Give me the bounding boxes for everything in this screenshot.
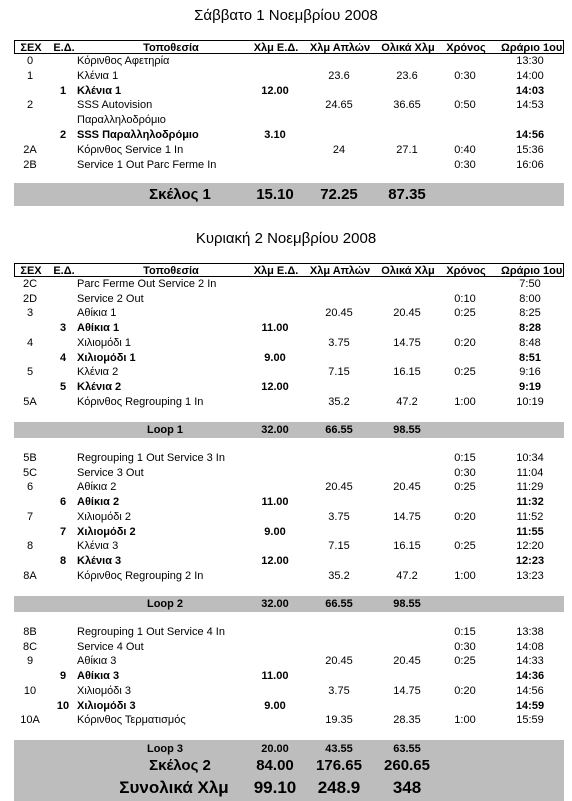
grand-total-label: Συνολικά Χλμ — [119, 778, 229, 797]
day1-title: Σάββατο 1 Νοεμβρίου 2008 — [194, 7, 378, 24]
cell-ap: 3.75 — [328, 684, 350, 697]
table-row — [14, 640, 564, 654]
header-sex: ΣΕΧ — [20, 42, 42, 54]
cell-sex: 8A — [23, 569, 37, 582]
cell-ss: 9.00 — [264, 699, 286, 712]
cell-ss: 11.00 — [261, 496, 289, 509]
table-row — [14, 292, 564, 306]
cell-ss: 12.00 — [261, 380, 289, 393]
loop2-label: Loop 2 — [146, 598, 184, 610]
cell-time: 0:30 — [454, 69, 476, 82]
header-ed: Ε.Δ. — [53, 265, 75, 277]
cell-sch: 13:30 — [516, 55, 544, 67]
table-row — [14, 480, 564, 494]
cell-tot: 20.45 — [393, 481, 421, 494]
header-total-km: Ολικά Χλμ — [381, 42, 435, 54]
loop3-liaison-km: 43.55 — [325, 743, 353, 755]
table-row — [14, 684, 564, 698]
cell-sch: 11:55 — [516, 525, 544, 538]
cell-ed: 2 — [59, 129, 67, 141]
cell-sex: 9 — [26, 655, 34, 668]
cell-loc: Χιλιομόδι 2 — [77, 510, 132, 523]
cell-ed: 8 — [59, 554, 67, 567]
cell-sex: 4 — [26, 336, 34, 349]
cell-time: 1:00 — [454, 395, 476, 408]
cell-sex: 10 — [23, 684, 37, 697]
cell-loc: Service 3 Out — [77, 466, 144, 479]
loop2-stage-km: 32.00 — [261, 598, 289, 610]
header-stage-km: Χλμ Ε.Δ. — [253, 265, 299, 277]
cell-tot: 23.6 — [396, 69, 418, 82]
day2-title: Κυριακή 2 Νοεμβρίου 2008 — [195, 230, 377, 247]
cell-loc: Regrouping 1 Out Service 3 In — [77, 452, 225, 464]
leg1-total-km: 87.35 — [388, 186, 426, 203]
cell-sch: 14:03 — [515, 84, 545, 97]
cell-ed: 5 — [59, 380, 67, 393]
table-row — [14, 69, 564, 83]
cell-time: 0:40 — [454, 143, 476, 156]
cell-time: 0:25 — [454, 307, 476, 320]
loop2-summary — [14, 597, 564, 611]
table-row — [14, 395, 564, 409]
cell-sch: 16:06 — [516, 158, 544, 171]
table-row — [14, 54, 564, 68]
cell-ed: 7 — [59, 525, 67, 538]
cell-loc: Χιλιομόδι 1 — [77, 336, 132, 349]
cell-ed: 4 — [59, 351, 67, 364]
cell-ap: 19.35 — [325, 714, 353, 727]
cell-ap: 24 — [332, 143, 346, 156]
cell-sch: 14:00 — [516, 69, 544, 82]
cell-loc: Χιλιομόδι 1 — [77, 351, 136, 364]
stage-row — [14, 351, 564, 365]
cell-sch: 14:33 — [516, 655, 544, 668]
header-stage-km: Χλμ Ε.Δ. — [253, 42, 299, 54]
cell-sch: 11:29 — [516, 481, 544, 494]
leg2-summary — [14, 756, 564, 776]
leg2-liaison-km: 176.65 — [316, 757, 362, 774]
cell-sex: 0 — [26, 55, 34, 67]
cell-loc: Κόρινθος Regrouping 1 In — [77, 395, 204, 408]
table-row — [14, 306, 564, 320]
cell-tot: 47.2 — [396, 569, 418, 582]
cell-time: 0:25 — [454, 481, 476, 494]
table-row — [14, 336, 564, 350]
cell-tot: 27.1 — [396, 143, 418, 156]
cell-sch: 8:48 — [519, 336, 541, 349]
table-row — [14, 277, 564, 291]
cell-sch: 8:25 — [519, 307, 541, 320]
cell-sch: 10:19 — [516, 395, 544, 408]
table-row — [14, 569, 564, 583]
cell-sch: 14:59 — [515, 699, 545, 712]
cell-sch: 14:08 — [516, 640, 544, 653]
header-first-car: Ωράριο 1ου — [501, 265, 563, 277]
cell-tot: 14.75 — [393, 684, 421, 697]
cell-ss: 11.00 — [261, 322, 289, 335]
cell-ap: 20.45 — [325, 655, 353, 668]
header-liaison-km: Χλμ Απλών — [309, 265, 371, 277]
table-row — [14, 713, 564, 727]
cell-time: 0:15 — [454, 452, 476, 464]
table-row — [14, 158, 564, 172]
cell-time: 0:30 — [454, 466, 476, 479]
cell-sch: 9:16 — [519, 366, 541, 379]
cell-ss: 9.00 — [264, 351, 286, 364]
cell-ap: 7.15 — [328, 366, 350, 379]
loop2-total-km: 98.55 — [393, 598, 421, 610]
cell-time: 0:25 — [454, 655, 476, 668]
leg1-liaison-km: 72.25 — [320, 186, 358, 203]
table-row — [14, 510, 564, 524]
grand-total-stage-km: 99.10 — [253, 778, 297, 797]
header-liaison-km: Χλμ Απλών — [309, 42, 371, 54]
cell-loc: Parc Ferme Out Service 2 In — [77, 278, 217, 290]
cell-sex: 6 — [26, 481, 34, 494]
cell-loc: Χιλιομόδι 3 — [77, 699, 136, 712]
loop1-summary — [14, 423, 564, 437]
cell-ap: 35.2 — [328, 395, 350, 408]
cell-loc: Χιλιομόδι 2 — [77, 525, 136, 538]
cell-ed: 6 — [59, 496, 67, 509]
header-first-car: Ωράριο 1ου — [501, 42, 563, 54]
cell-time: 0:15 — [454, 626, 476, 638]
cell-time: 0:30 — [454, 640, 476, 653]
leg2-total-km: 260.65 — [384, 757, 430, 774]
cell-loc: Κλένια 2 — [77, 366, 119, 379]
cell-ss: 12.00 — [261, 554, 289, 567]
cell-loc: Αθίκια 3 — [77, 670, 120, 683]
loop2-liaison-km: 66.55 — [325, 598, 353, 610]
cell-tot: 14.75 — [393, 336, 421, 349]
cell-loc: Αθίκια 2 — [77, 496, 120, 509]
cell-ed: 10 — [56, 699, 70, 712]
table-row — [14, 365, 564, 379]
cell-tot: 14.75 — [393, 510, 421, 523]
cell-time: 0:25 — [454, 366, 476, 379]
cell-sch: 8:28 — [518, 322, 542, 335]
cell-ap: 3.75 — [328, 336, 350, 349]
loop3-stage-km: 20.00 — [261, 743, 289, 755]
table-row — [14, 625, 564, 639]
cell-ss: 11.00 — [261, 670, 289, 683]
cell-sch: 13:23 — [516, 569, 544, 582]
table-row — [14, 654, 564, 668]
cell-sch: 14:56 — [516, 684, 544, 697]
loop1-stage-km: 32.00 — [261, 424, 289, 436]
cell-loc: Κόρινθος Regrouping 2 In — [77, 569, 204, 582]
cell-sex: 5 — [26, 366, 34, 379]
cell-ap: 3.75 — [328, 510, 350, 523]
cell-ed: 1 — [59, 84, 67, 97]
cell-ap: 24.65 — [325, 99, 353, 112]
cell-loc: Αθίκια 1 — [77, 322, 120, 335]
cell-sex: 2C — [22, 278, 38, 290]
stage-row — [14, 128, 564, 142]
cell-loc: Χιλιομόδι 3 — [77, 684, 132, 697]
cell-sch: 15:59 — [516, 714, 544, 727]
stage-row — [14, 699, 564, 713]
table-row — [14, 113, 564, 127]
cell-time: 0:20 — [454, 336, 476, 349]
cell-loc: Αθίκια 2 — [77, 481, 117, 494]
cell-loc: Αθίκια 3 — [77, 655, 117, 668]
leg1-summary — [14, 186, 564, 204]
cell-tot: 36.65 — [393, 99, 421, 112]
header-total-km: Ολικά Χλμ — [381, 265, 435, 277]
table-row — [14, 98, 564, 112]
cell-sch: 11:04 — [516, 466, 544, 479]
cell-sex: 7 — [26, 510, 34, 523]
cell-sch: 15:36 — [516, 143, 544, 156]
cell-tot: 28.35 — [393, 714, 421, 727]
cell-time: 0:30 — [454, 158, 476, 171]
cell-sch: 14:36 — [515, 670, 545, 683]
cell-time: 1:00 — [454, 714, 476, 727]
cell-loc: Κλένια 3 — [77, 554, 122, 567]
cell-sex: 5A — [23, 395, 37, 408]
day1-table-header — [14, 40, 564, 54]
loop3-label: Loop 3 — [146, 743, 184, 755]
cell-loc: Κλένια 1 — [77, 69, 119, 82]
cell-tot: 16.15 — [393, 540, 421, 553]
cell-sex: 1 — [26, 69, 34, 82]
cell-tot: 20.45 — [393, 307, 421, 320]
leg1-label: Σκέλος 1 — [149, 186, 211, 203]
cell-sch: 14:56 — [515, 129, 545, 141]
cell-sch: 7:50 — [519, 278, 541, 290]
stage-row — [14, 669, 564, 683]
table-row — [14, 466, 564, 480]
cell-ap: 20.45 — [325, 307, 353, 320]
cell-sex: 5B — [23, 452, 37, 464]
cell-sch: 12:23 — [515, 554, 545, 567]
table-row — [14, 451, 564, 465]
cell-sch: 8:51 — [518, 351, 542, 364]
grand-total-total-km: 348 — [392, 778, 422, 797]
stage-row — [14, 84, 564, 98]
header-time: Χρόνος — [446, 265, 486, 277]
cell-sch: 8:00 — [519, 292, 541, 305]
cell-loc: Κόρινθος Αφετηρία — [77, 55, 170, 67]
cell-ss: 12.00 — [261, 84, 289, 97]
cell-sex: 10A — [20, 714, 40, 727]
header-time: Χρόνος — [446, 42, 486, 54]
cell-ed: 3 — [59, 322, 67, 335]
cell-ss: 3.10 — [264, 129, 286, 141]
leg2-stage-km: 84.00 — [256, 757, 294, 774]
cell-sex: 8C — [22, 640, 38, 653]
cell-tot: 16.15 — [393, 366, 421, 379]
grand-total-summary — [14, 777, 564, 799]
cell-ap: 20.45 — [325, 481, 353, 494]
loop1-label: Loop 1 — [146, 424, 184, 436]
cell-loc: Κλένια 2 — [77, 380, 122, 393]
stage-row — [14, 321, 564, 335]
cell-time: 0:20 — [454, 510, 476, 523]
table-row — [14, 143, 564, 157]
cell-loc: Κλένια 1 — [77, 84, 122, 97]
stage-row — [14, 554, 564, 568]
cell-sch: 14:53 — [516, 99, 544, 112]
cell-sex: 8B — [23, 626, 37, 638]
grand-total-liaison-km: 248.9 — [317, 778, 361, 797]
cell-loc: Αθίκια 1 — [77, 307, 117, 320]
cell-loc: Service 1 Out Parc Ferme In — [77, 158, 217, 171]
cell-tot: 20.45 — [393, 655, 421, 668]
header-sex: ΣΕΧ — [20, 265, 42, 277]
cell-ss: 9.00 — [264, 525, 286, 538]
cell-tot: 47.2 — [396, 395, 418, 408]
header-ed: Ε.Δ. — [53, 42, 75, 54]
cell-ap: 35.2 — [328, 569, 350, 582]
cell-sch: 9:19 — [518, 380, 542, 393]
stage-row — [14, 525, 564, 539]
day2-table-header — [14, 263, 564, 277]
loop3-summary — [14, 742, 564, 756]
cell-time: 0:25 — [454, 540, 476, 553]
leg2-label: Σκέλος 2 — [149, 757, 211, 774]
header-location: Τοποθεσία — [143, 265, 199, 277]
stage-row — [14, 380, 564, 394]
cell-sex: 2 — [26, 99, 34, 112]
cell-time: 0:50 — [454, 99, 476, 112]
cell-loc: Service 4 Out — [77, 640, 144, 653]
loop1-liaison-km: 66.55 — [325, 424, 353, 436]
cell-sch: 11:52 — [516, 510, 544, 523]
loop3-total-km: 63.55 — [393, 743, 421, 755]
cell-sex: 2B — [23, 158, 37, 171]
cell-sch: 10:34 — [516, 452, 544, 464]
loop1-total-km: 98.55 — [393, 424, 421, 436]
cell-sex: 8 — [26, 540, 34, 553]
cell-time: 0:10 — [454, 292, 476, 305]
cell-loc: Service 2 Out — [77, 292, 144, 305]
cell-loc: Κόρινθος Τερματισμός — [77, 714, 186, 727]
cell-sex: 5C — [22, 466, 38, 479]
cell-time: 0:20 — [454, 684, 476, 697]
cell-loc: Παραλληλοδρόμιο — [77, 114, 166, 127]
cell-sch: 12:20 — [516, 540, 544, 553]
cell-loc: Regrouping 1 Out Service 4 In — [77, 626, 225, 638]
cell-ap: 23.6 — [328, 69, 350, 82]
cell-ed: 9 — [59, 670, 67, 683]
cell-sch: 13:38 — [516, 626, 544, 638]
cell-loc: Κόρινθος Service 1 In — [77, 143, 184, 156]
cell-loc: Κλένια 3 — [77, 540, 119, 553]
cell-sex: 2A — [23, 143, 37, 156]
leg1-stage-km: 15.10 — [256, 186, 294, 203]
cell-sch: 11:32 — [516, 496, 544, 509]
cell-sex: 2D — [22, 292, 38, 305]
cell-time: 1:00 — [454, 569, 476, 582]
cell-loc: SSS Παραλληλοδρόμιο — [77, 129, 199, 141]
cell-loc: SSS Autovision — [77, 99, 153, 112]
cell-sex: 3 — [26, 307, 34, 320]
cell-ap: 7.15 — [328, 540, 350, 553]
stage-row — [14, 495, 564, 509]
header-location: Τοποθεσία — [143, 42, 199, 54]
table-row — [14, 539, 564, 553]
